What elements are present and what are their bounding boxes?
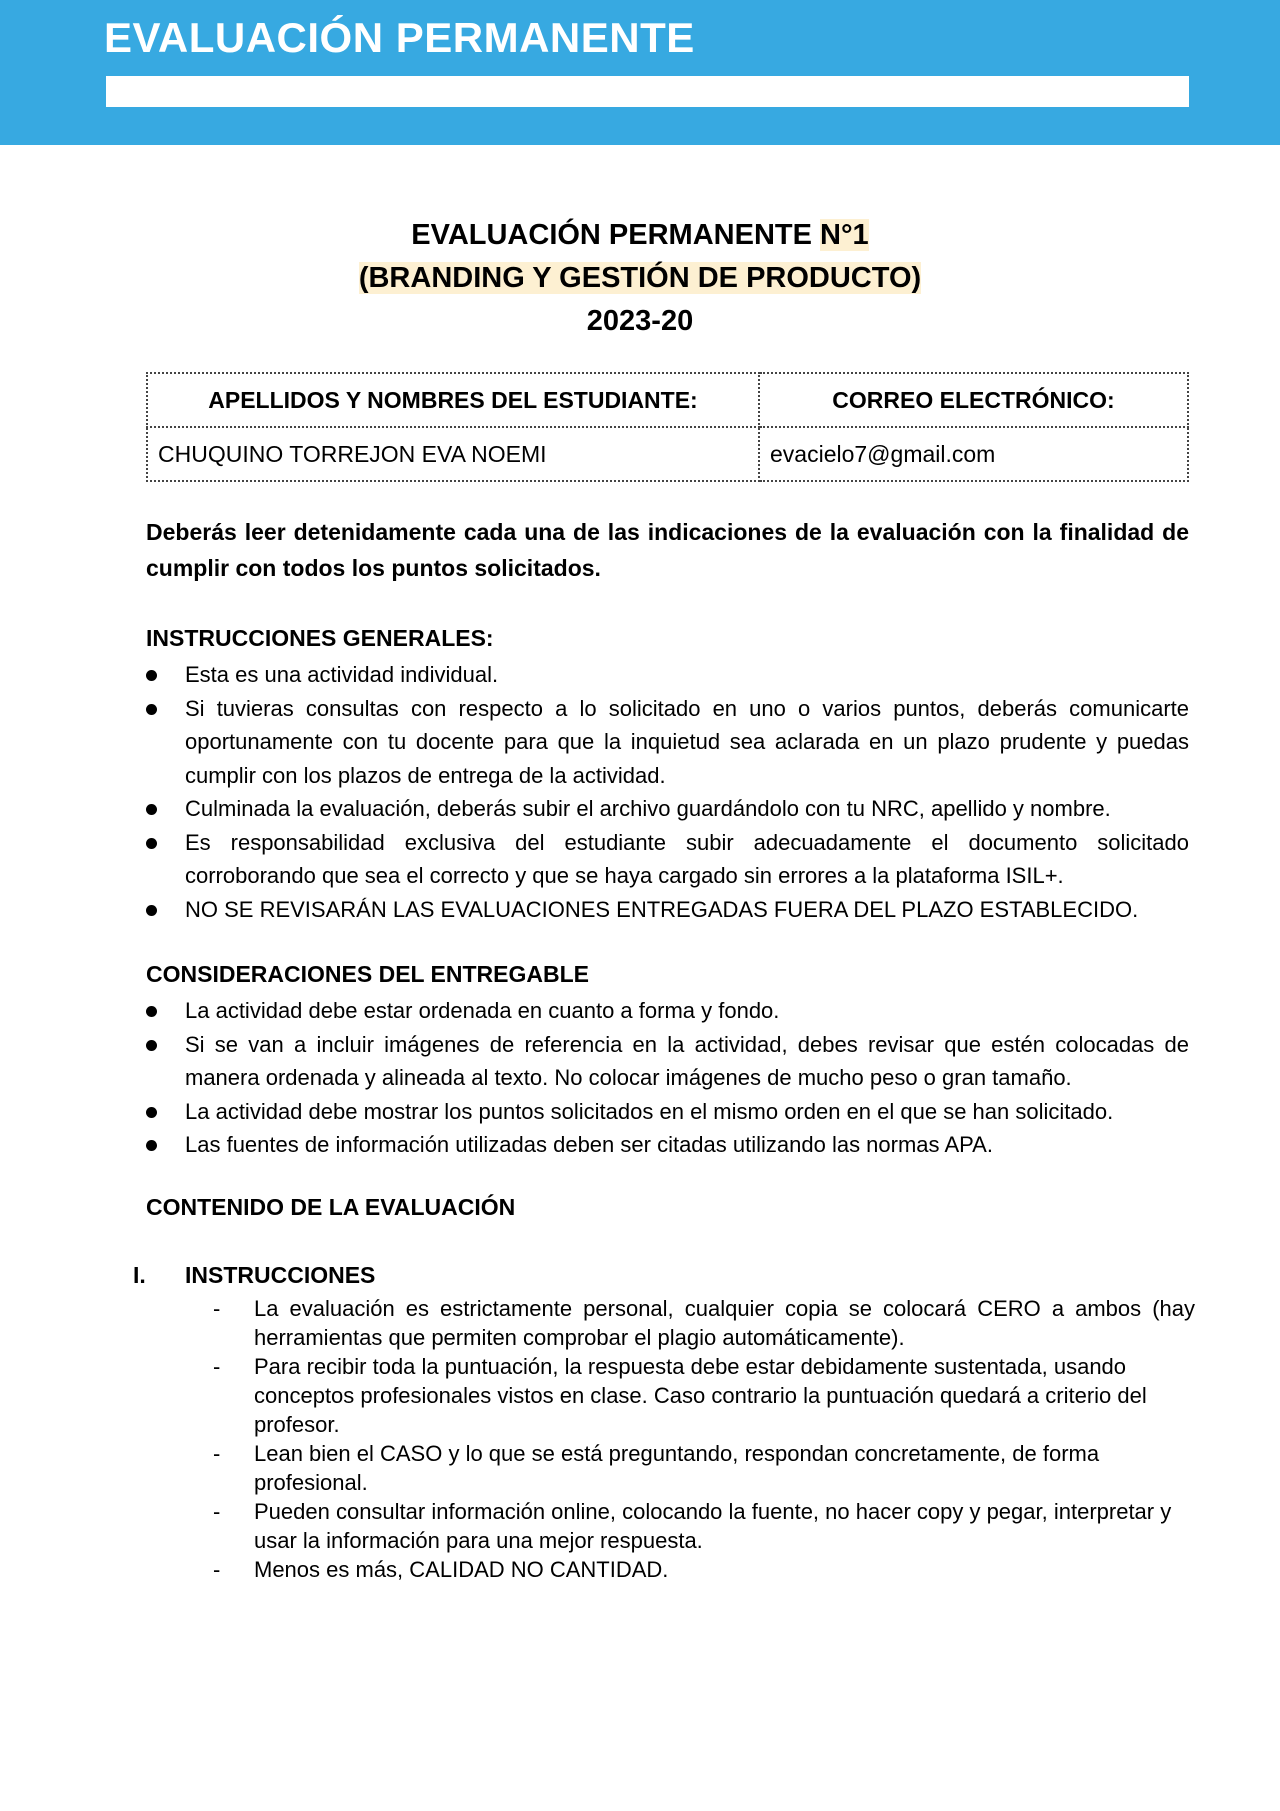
- list-item: Si tuvieras consultas con respecto a lo solicitado en uno o varios puntos, deberás comunicarte oportunamente con tu docente para que la inquietud sea aclarada en un plazo prudente y puedas cumplir con los plazos de entrega de la actividad.: [146, 692, 1189, 793]
- bullet-icon: [146, 670, 157, 681]
- bullet-icon: [146, 704, 157, 715]
- banner-white-bar: [106, 76, 1189, 107]
- dash-marker: -: [213, 1557, 221, 1582]
- title-line-1-text: EVALUACIÓN PERMANENTE: [411, 219, 821, 251]
- deliverable-list: [146, 994, 1189, 1162]
- document-title: [0, 214, 1280, 343]
- bullet-icon: [146, 838, 157, 849]
- title-number: N°1: [820, 219, 869, 251]
- instructions-list: [210, 1294, 1195, 1584]
- list-item: Las fuentes de información utilizadas deben ser citadas utilizando las normas APA.: [146, 1128, 1189, 1162]
- list-item: - Para recibir toda la puntuación, la respuesta debe estar debidamente sustentada, usando conceptos profesionales vistos en clase. Caso contrario la puntuación quedará a criterio del profesor.: [213, 1354, 1147, 1437]
- title-line-3: 2023-20: [586, 305, 694, 337]
- deliverable-heading: CONSIDERACIONES DEL ENTREGABLE: [146, 961, 590, 987]
- bullet-icon: [146, 1107, 157, 1118]
- title-line-1: [0, 214, 1280, 257]
- list-item: Esta es una actividad individual.: [146, 658, 1189, 692]
- list-item: - La evaluación es estrictamente personal, cualquier copia se colocará CERO a ambos (hay herramientas que permiten comprobar el plagio automáticamente).: [213, 1296, 1195, 1350]
- student-email: evacielo7@gmail.com: [759, 427, 1188, 481]
- header-student-name: APELLIDOS Y NOMBRES DEL ESTUDIANTE:: [147, 373, 759, 427]
- student-name: CHUQUINO TORREJON EVA NOEMI: [147, 427, 759, 481]
- general-instructions-list: [146, 658, 1189, 926]
- list-item: - Lean bien el CASO y lo que se está preguntando, respondan concretamente, de forma profesional.: [213, 1441, 1100, 1495]
- content-heading: CONTENIDO DE LA EVALUACIÓN: [146, 1194, 516, 1220]
- bullet-icon: [146, 1040, 157, 1051]
- list-item: La actividad debe estar ordenada en cuanto a forma y fondo.: [146, 994, 1189, 1028]
- course-name: (BRANDING Y GESTIÓN DE PRODUCTO): [358, 262, 922, 294]
- dash-marker: -: [213, 1296, 221, 1321]
- intro-paragraph: Deberás leer detenidamente cada una de las indicaciones de la evaluación con la finalidad de cumplir con todos los puntos solicitados.: [146, 519, 1189, 581]
- general-instructions-heading: INSTRUCCIONES GENERALES:: [146, 625, 494, 651]
- banner-title: EVALUACIÓN PERMANENTE: [104, 14, 695, 61]
- list-item: NO SE REVISARÁN LAS EVALUACIONES ENTREGADAS FUERA DEL PLAZO ESTABLECIDO.: [146, 893, 1189, 927]
- dash-marker: -: [213, 1499, 221, 1524]
- list-item: - Pueden consultar información online, colocando la fuente, no hacer copy y pegar, interpretar y usar la información para una mejor respuesta.: [213, 1499, 1172, 1553]
- list-item: - Menos es más, CALIDAD NO CANTIDAD.: [213, 1557, 669, 1582]
- list-item: La actividad debe mostrar los puntos solicitados en el mismo orden en el que se han solicitado.: [146, 1095, 1189, 1129]
- title-line-2: [0, 257, 1280, 300]
- list-item: Si se van a incluir imágenes de referencia en la actividad, debes revisar que estén colocadas de manera ordenada y alineada al texto. No colocar imágenes de mucho peso o gran tamaño.: [146, 1028, 1189, 1095]
- bullet-icon: [146, 905, 157, 916]
- dash-marker: -: [213, 1354, 221, 1379]
- section-title: INSTRUCCIONES: [185, 1262, 376, 1288]
- list-item: Culminada la evaluación, deberás subir el archivo guardándolo con tu NRC, apellido y nombre.: [146, 792, 1189, 826]
- header-email: CORREO ELECTRÓNICO:: [759, 373, 1188, 427]
- header-banner: [0, 0, 1280, 145]
- bullet-icon: [146, 804, 157, 815]
- bullet-icon: [146, 1006, 157, 1017]
- bullet-icon: [146, 1140, 157, 1151]
- student-info-table: [146, 372, 1189, 482]
- list-item: Es responsabilidad exclusiva del estudiante subir adecuadamente el documento solicitado corroborando que sea el correcto y que se haya cargado sin errores a la plataforma ISIL+.: [146, 826, 1189, 893]
- dash-marker: -: [213, 1441, 221, 1466]
- section-numeral: I.: [133, 1262, 146, 1288]
